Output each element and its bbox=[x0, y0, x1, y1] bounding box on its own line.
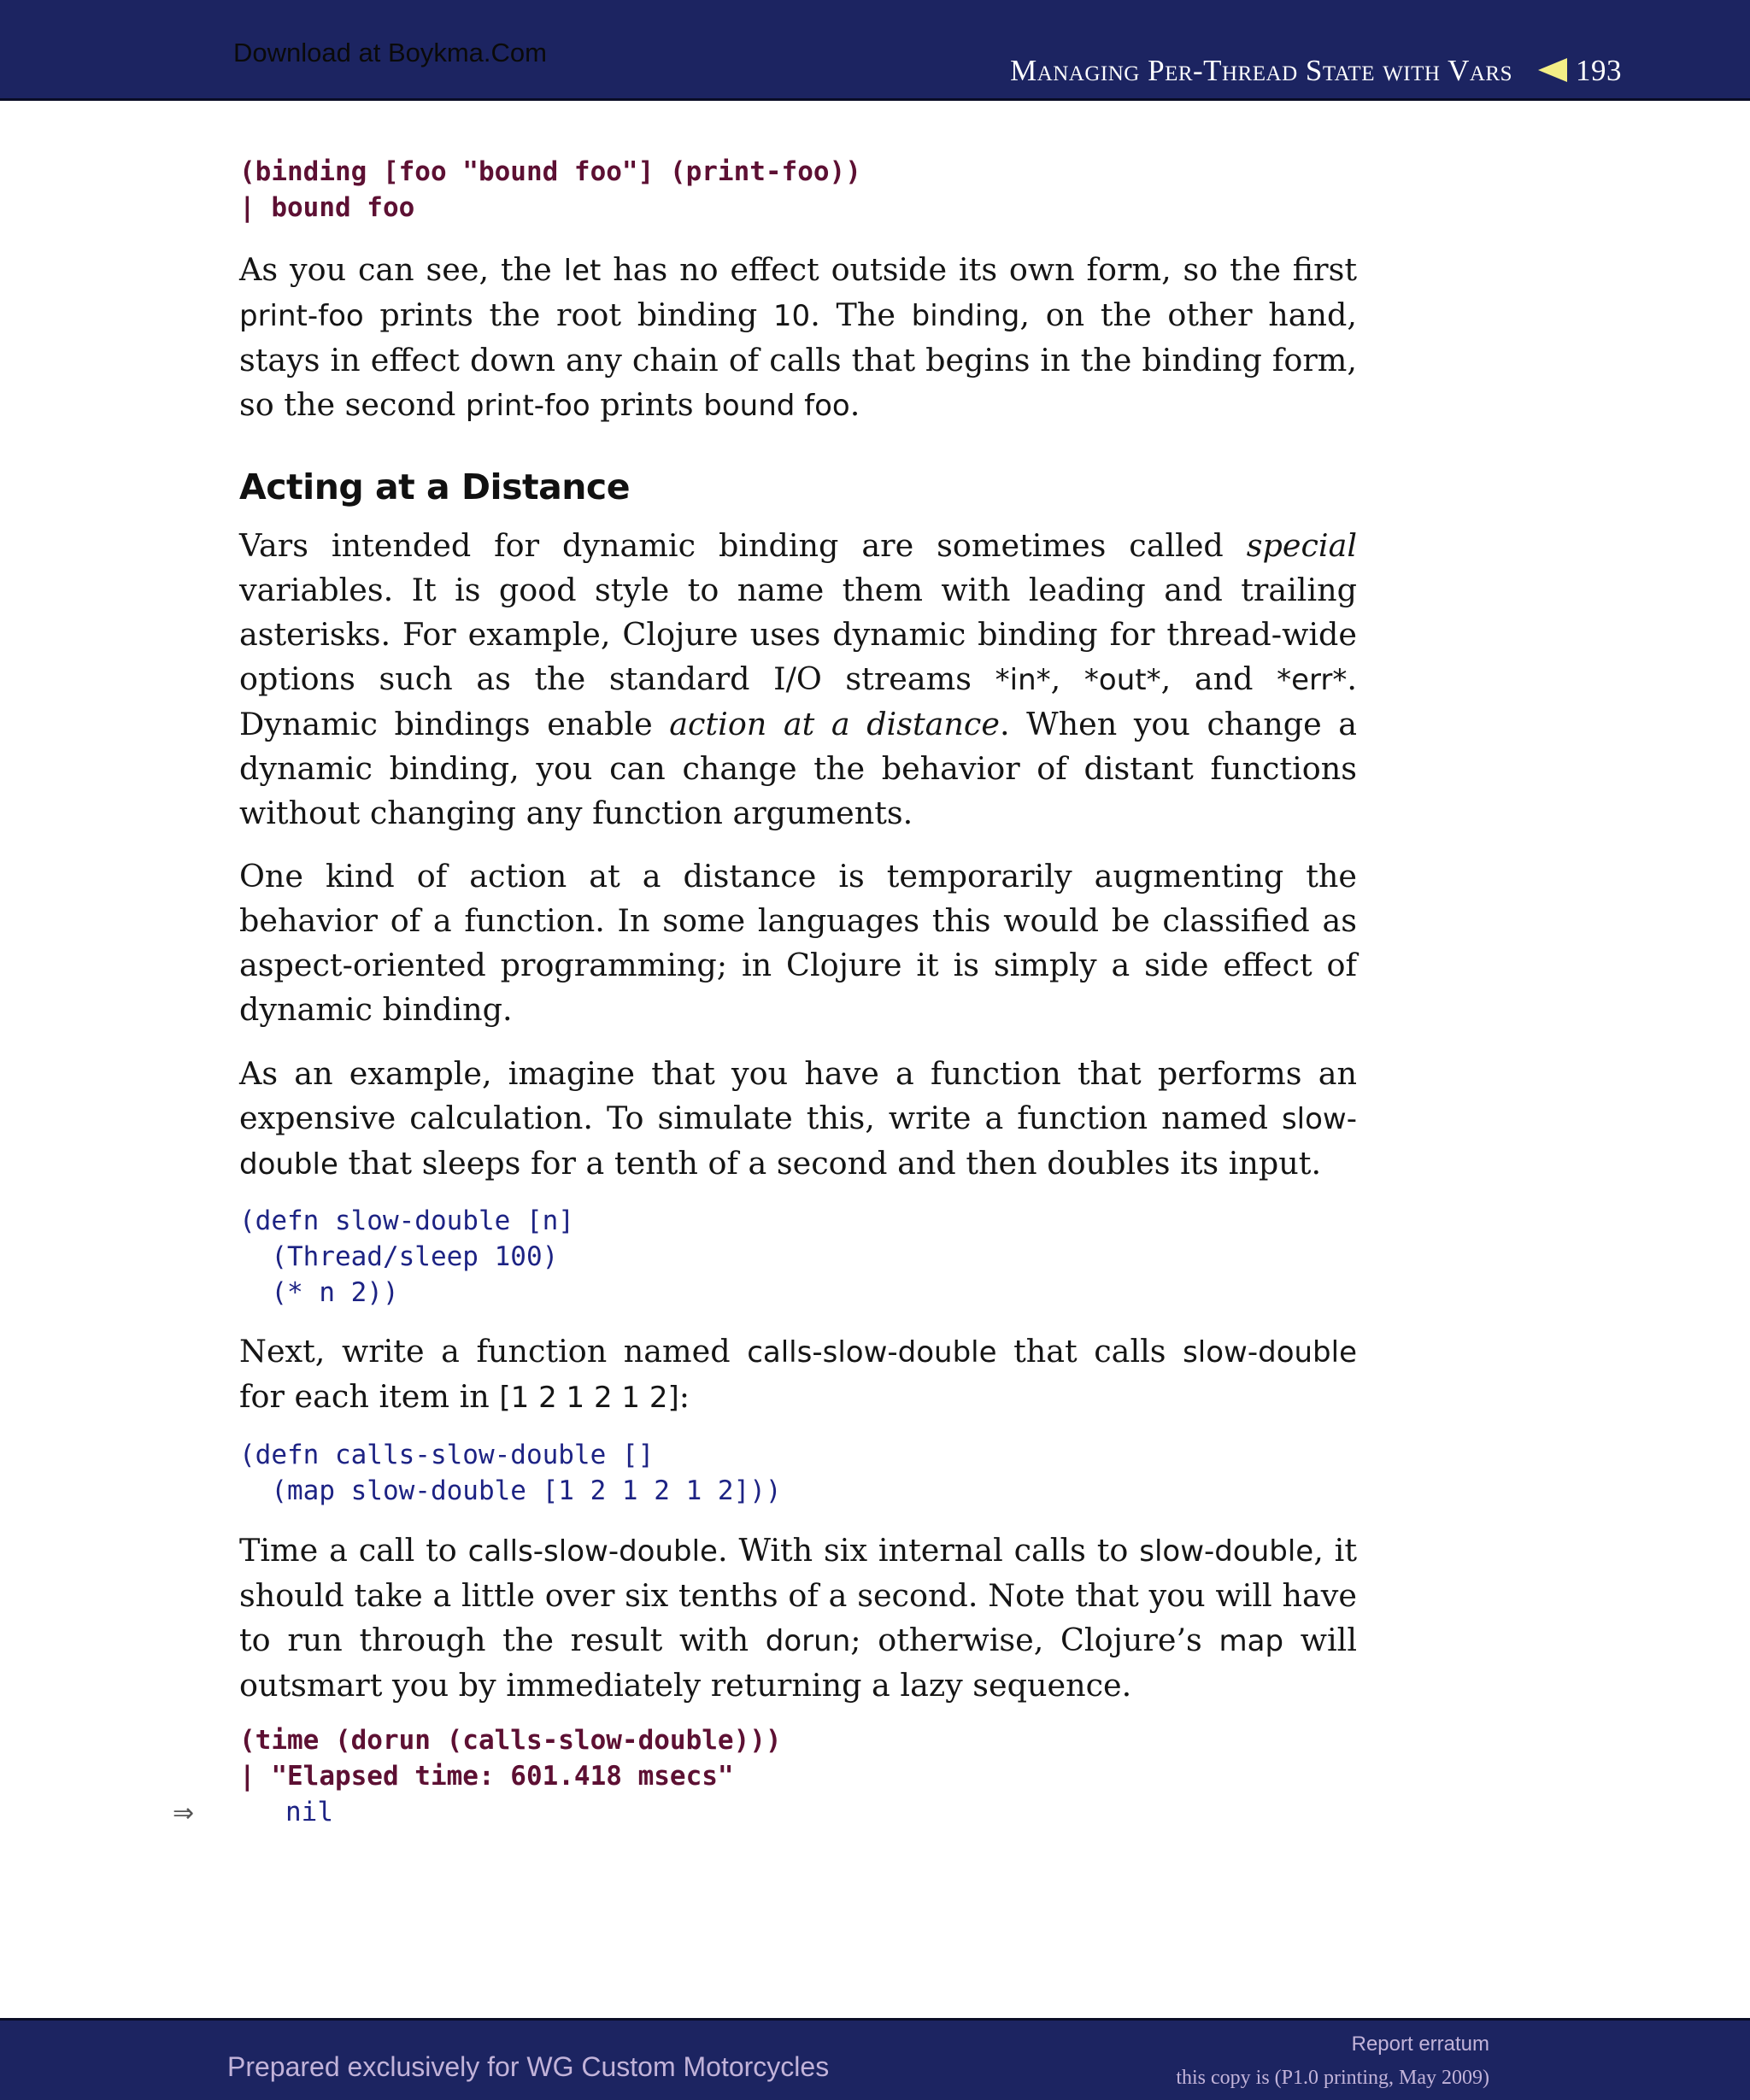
inline-code: print-foo bbox=[465, 389, 590, 423]
prepared-for-text: Prepared exclusively for WG Custom Motorcycles bbox=[227, 2051, 830, 2082]
download-watermark: Download at Boykma.Com bbox=[233, 38, 547, 67]
inline-code: let bbox=[563, 254, 602, 288]
code-line: (binding [foo "bound foo"] (print-foo)) bbox=[239, 156, 861, 187]
inline-code: *out* bbox=[1083, 663, 1161, 697]
back-arrow-icon[interactable] bbox=[1538, 58, 1567, 82]
inline-code: slow-double bbox=[1139, 1534, 1314, 1569]
running-header bbox=[1010, 51, 1622, 91]
code-block-calls-slow-double: (defn calls-slow-double [] (map slow-double [1 2 1 2 1 2])) bbox=[239, 1440, 782, 1506]
running-title: Managing Per-Thread State with Vars bbox=[1010, 54, 1512, 87]
inline-code: slow-double bbox=[239, 1102, 1357, 1182]
section-heading: Acting at a Distance bbox=[239, 466, 631, 507]
page-header bbox=[0, 0, 1750, 101]
page-number: 193 bbox=[1576, 54, 1622, 87]
inline-code: 10 bbox=[772, 299, 811, 333]
inline-code: dorun bbox=[765, 1624, 851, 1658]
code-block-binding bbox=[239, 154, 861, 226]
report-erratum-link[interactable]: Report erratum bbox=[1351, 2033, 1489, 2056]
paragraph-example: As an example, imagine that you have a function that performs an expensive calculation. To simulate this, write a function named slow-double that sleeps for a tenth of a second and then doubles its input. bbox=[239, 1055, 1357, 1182]
inline-code: calls-slow-double bbox=[747, 1335, 997, 1370]
paragraph-aspect: One kind of action at a distance is temporarily augmenting the behavior of a function. In some languages this would be classified as aspect-oriented programming; in Clojure it is simply a side effect of dynamic binding. bbox=[239, 858, 1357, 1028]
inline-code: slow-double bbox=[1183, 1335, 1357, 1370]
inline-code: [1 2 1 2 1 2] bbox=[499, 1381, 679, 1415]
page-footer bbox=[0, 2018, 1750, 2100]
inline-code: *err* bbox=[1277, 663, 1348, 697]
paragraph-time-call: Time a call to calls-slow-double. With six internal calls to slow-double, it should take a little over six tenths of a second. Note that you will have to run through the result with dorun; otherwise, Clojure’s map will outsmart you by immediately returning a lazy sequence. bbox=[239, 1532, 1357, 1704]
code-result-nil: nil bbox=[285, 1797, 333, 1827]
paragraph-special-vars: Vars intended for dynamic binding are sometimes called special variables. It is good style to name them with leading and trailing asterisks. For example, Clojure uses dynamic binding for thread-wide options such as the standard I/O streams *in*, *out*, and *err*. Dynamic bindings enable action at a distance. When you change a dynamic binding, you can change the behavior of distant functions without changing any function arguments. bbox=[239, 527, 1357, 831]
inline-code: print-foo bbox=[239, 299, 364, 333]
code-block-time: (time (dorun (calls-slow-double))) | "Elapsed time: 601.418 msecs" bbox=[239, 1725, 782, 1792]
paragraph-let-binding: As you can see, the let has no effect outside its own form, so the first print-foo prints the root binding 10. The binding, on the other hand, stays in effect down any chain of calls that begins in the binding form, so the second print-foo prints bound foo. bbox=[239, 251, 1358, 423]
inline-code: bound foo bbox=[703, 389, 850, 423]
paragraph-calls-slow-double: Next, write a function named calls-slow-double that calls slow-double for each item in [1 2 1 2 1 2]: bbox=[239, 1333, 1357, 1415]
result-arrow-icon: ⇒ bbox=[173, 1798, 195, 1828]
code-output-line: | bound foo bbox=[239, 192, 415, 223]
inline-code: binding bbox=[911, 299, 1020, 333]
inline-code: *in* bbox=[995, 663, 1051, 697]
inline-code: calls-slow-double bbox=[467, 1534, 718, 1569]
code-block-slow-double: (defn slow-double [n] (Thread/sleep 100) (* n 2)) bbox=[239, 1205, 574, 1308]
printing-info: this copy is (P1.0 printing, May 2009) bbox=[1176, 2067, 1489, 2089]
inline-code: map bbox=[1219, 1624, 1284, 1658]
